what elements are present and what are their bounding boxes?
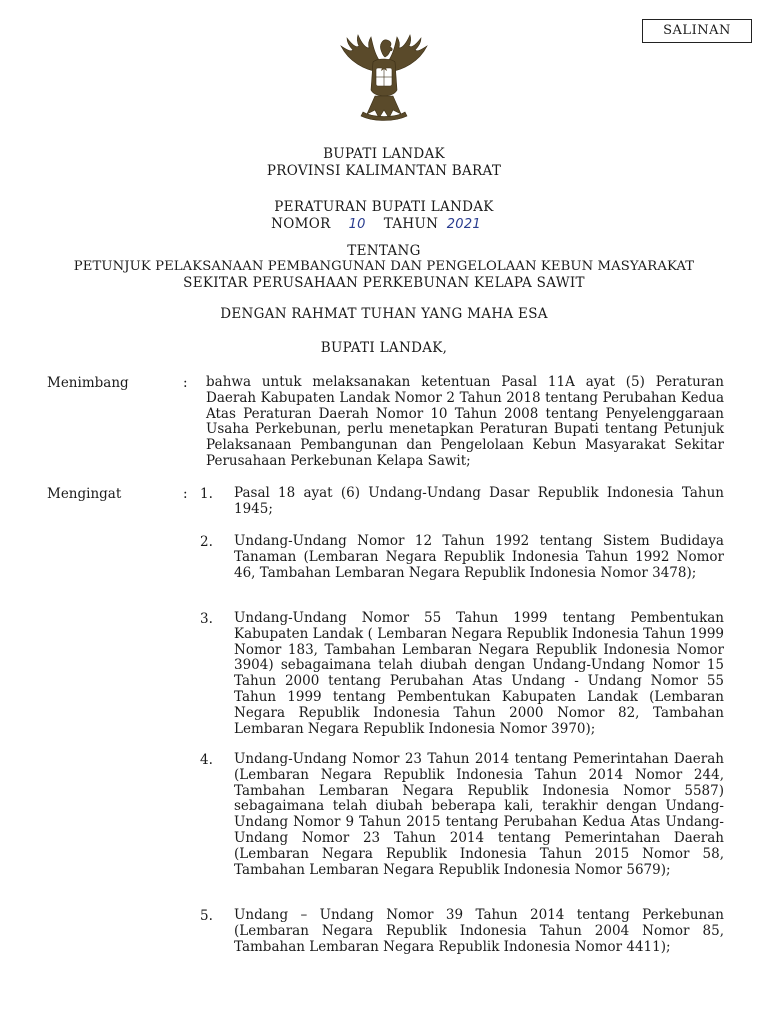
mengingat-item-2-text: Undang-Undang Nomor 12 Tahun 1992 tentang Sistem Budidaya Tanaman (Lembaran Negara Republik Indonesia Tahun 1992 Nomor 46, Tambahan Lembaran Negara Republik Indonesia Nomor 3478); [234, 533, 724, 581]
menimbang-colon: : [183, 375, 188, 391]
subject-line-2: SEKITAR PERUSAHAAN PERKEBUNAN KELAPA SAWIT [183, 275, 585, 291]
tahun-label: TAHUN [383, 216, 439, 232]
tentang-heading: TENTANG [347, 243, 421, 259]
mengingat-colon: : [183, 486, 188, 502]
issuer-line: BUPATI LANDAK, [320, 340, 448, 356]
mengingat-item-3-text: Undang-Undang Nomor 55 Tahun 1999 tentang Pembentukan Kabupaten Landak ( Lembaran Negara Republik Indonesia Tahun 1999 Nomor 183, Tambahan Lembaran Negara Republik Indonesia Nomor 3904) sebagaimana telah diubah dengan Undang-Undang Nomor 15 Tahun 2000 tentang Perubahan Atas Undang - Undang Nomor 55 Tahun 1999 tentang Pembentukan Kabupaten Landak (Lembaran Negara Republik Indonesia Tahun 2000 Nomor 82, Tambahan Lembaran Negara Republik Indonesia Nomor 3970); [234, 610, 724, 737]
menimbang-text: bahwa untuk melaksanakan ketentuan Pasal 11A ayat (5) Peraturan Daerah Kabupaten Landak Nomor 2 Tahun 2018 tentang Perubahan Kedua Atas Peraturan Daerah Nomor 10 Tahun 2008 tentang Penyelenggaraan Usaha Perkebunan, perlu menetapkan Peraturan Bupati tentang Petunjuk Pelaksanaan Pembangunan dan Pengelolaan Kebun Masyarakat Sekitar Perusahaan Perkebunan Kelapa Sawit; [206, 374, 724, 469]
tahun-value: 2021 [446, 217, 481, 232]
garuda-pancasila-emblem-icon [335, 32, 433, 124]
subject-line-1: PETUNJUK PELAKSANAAN PEMBANGUNAN DAN PENGELOLAAN KEBUN MASYARAKAT [73, 259, 695, 274]
mengingat-item-4-text: Undang-Undang Nomor 23 Tahun 2014 tentang Pemerintahan Daerah (Lembaran Negara Republik Indonesia Tahun 2014 Nomor 244, Tambahan Lembaran Negara Republik Indonesia Nomor 5587) sebagaimana telah diubah beberapa kali, terakhir dengan Undang-Undang Nomor 9 Tahun 2015 tentang Perubahan Kedua Atas Undang-Undang Nomor 23 Tahun 2014 tentang Pemerintahan Daerah (Lembaran Negara Republik Indonesia Tahun 2015 Nomor 58, Tambahan Lembaran Negara Republik Indonesia Nomor 5679); [234, 751, 724, 878]
menimbang-label: Menimbang [47, 375, 129, 391]
regent-title: BUPATI LANDAK [323, 146, 445, 162]
mengingat-item-3-number: 3. [200, 611, 213, 627]
mengingat-item-4-number: 4. [200, 752, 213, 768]
mengingat-item-5-number: 5. [200, 908, 213, 924]
mengingat-label: Mengingat [47, 486, 122, 502]
mengingat-item-5-text: Undang – Undang Nomor 39 Tahun 2014 tentang Perkebunan (Lembaran Negara Republik Indonesia Tahun 2004 Nomor 85, Tambahan Lembaran Negara Republik Indonesia Nomor 4411); [234, 907, 724, 955]
mengingat-item-1-text: Pasal 18 ayat (6) Undang-Undang Dasar Republik Indonesia Tahun 1945; [234, 485, 724, 517]
regulation-number-line [0, 216, 762, 232]
nomor-label: NOMOR [271, 216, 331, 232]
blessing-line: DENGAN RAHMAT TUHAN YANG MAHA ESA [220, 306, 548, 322]
salinan-stamp: SALINAN [642, 19, 752, 43]
regulation-title: PERATURAN BUPATI LANDAK [274, 199, 494, 215]
mengingat-item-2-number: 2. [200, 534, 213, 550]
mengingat-item-1-number: 1. [200, 486, 213, 502]
nomor-value: 10 [348, 217, 366, 232]
province-title: PROVINSI KALIMANTAN BARAT [266, 163, 502, 179]
